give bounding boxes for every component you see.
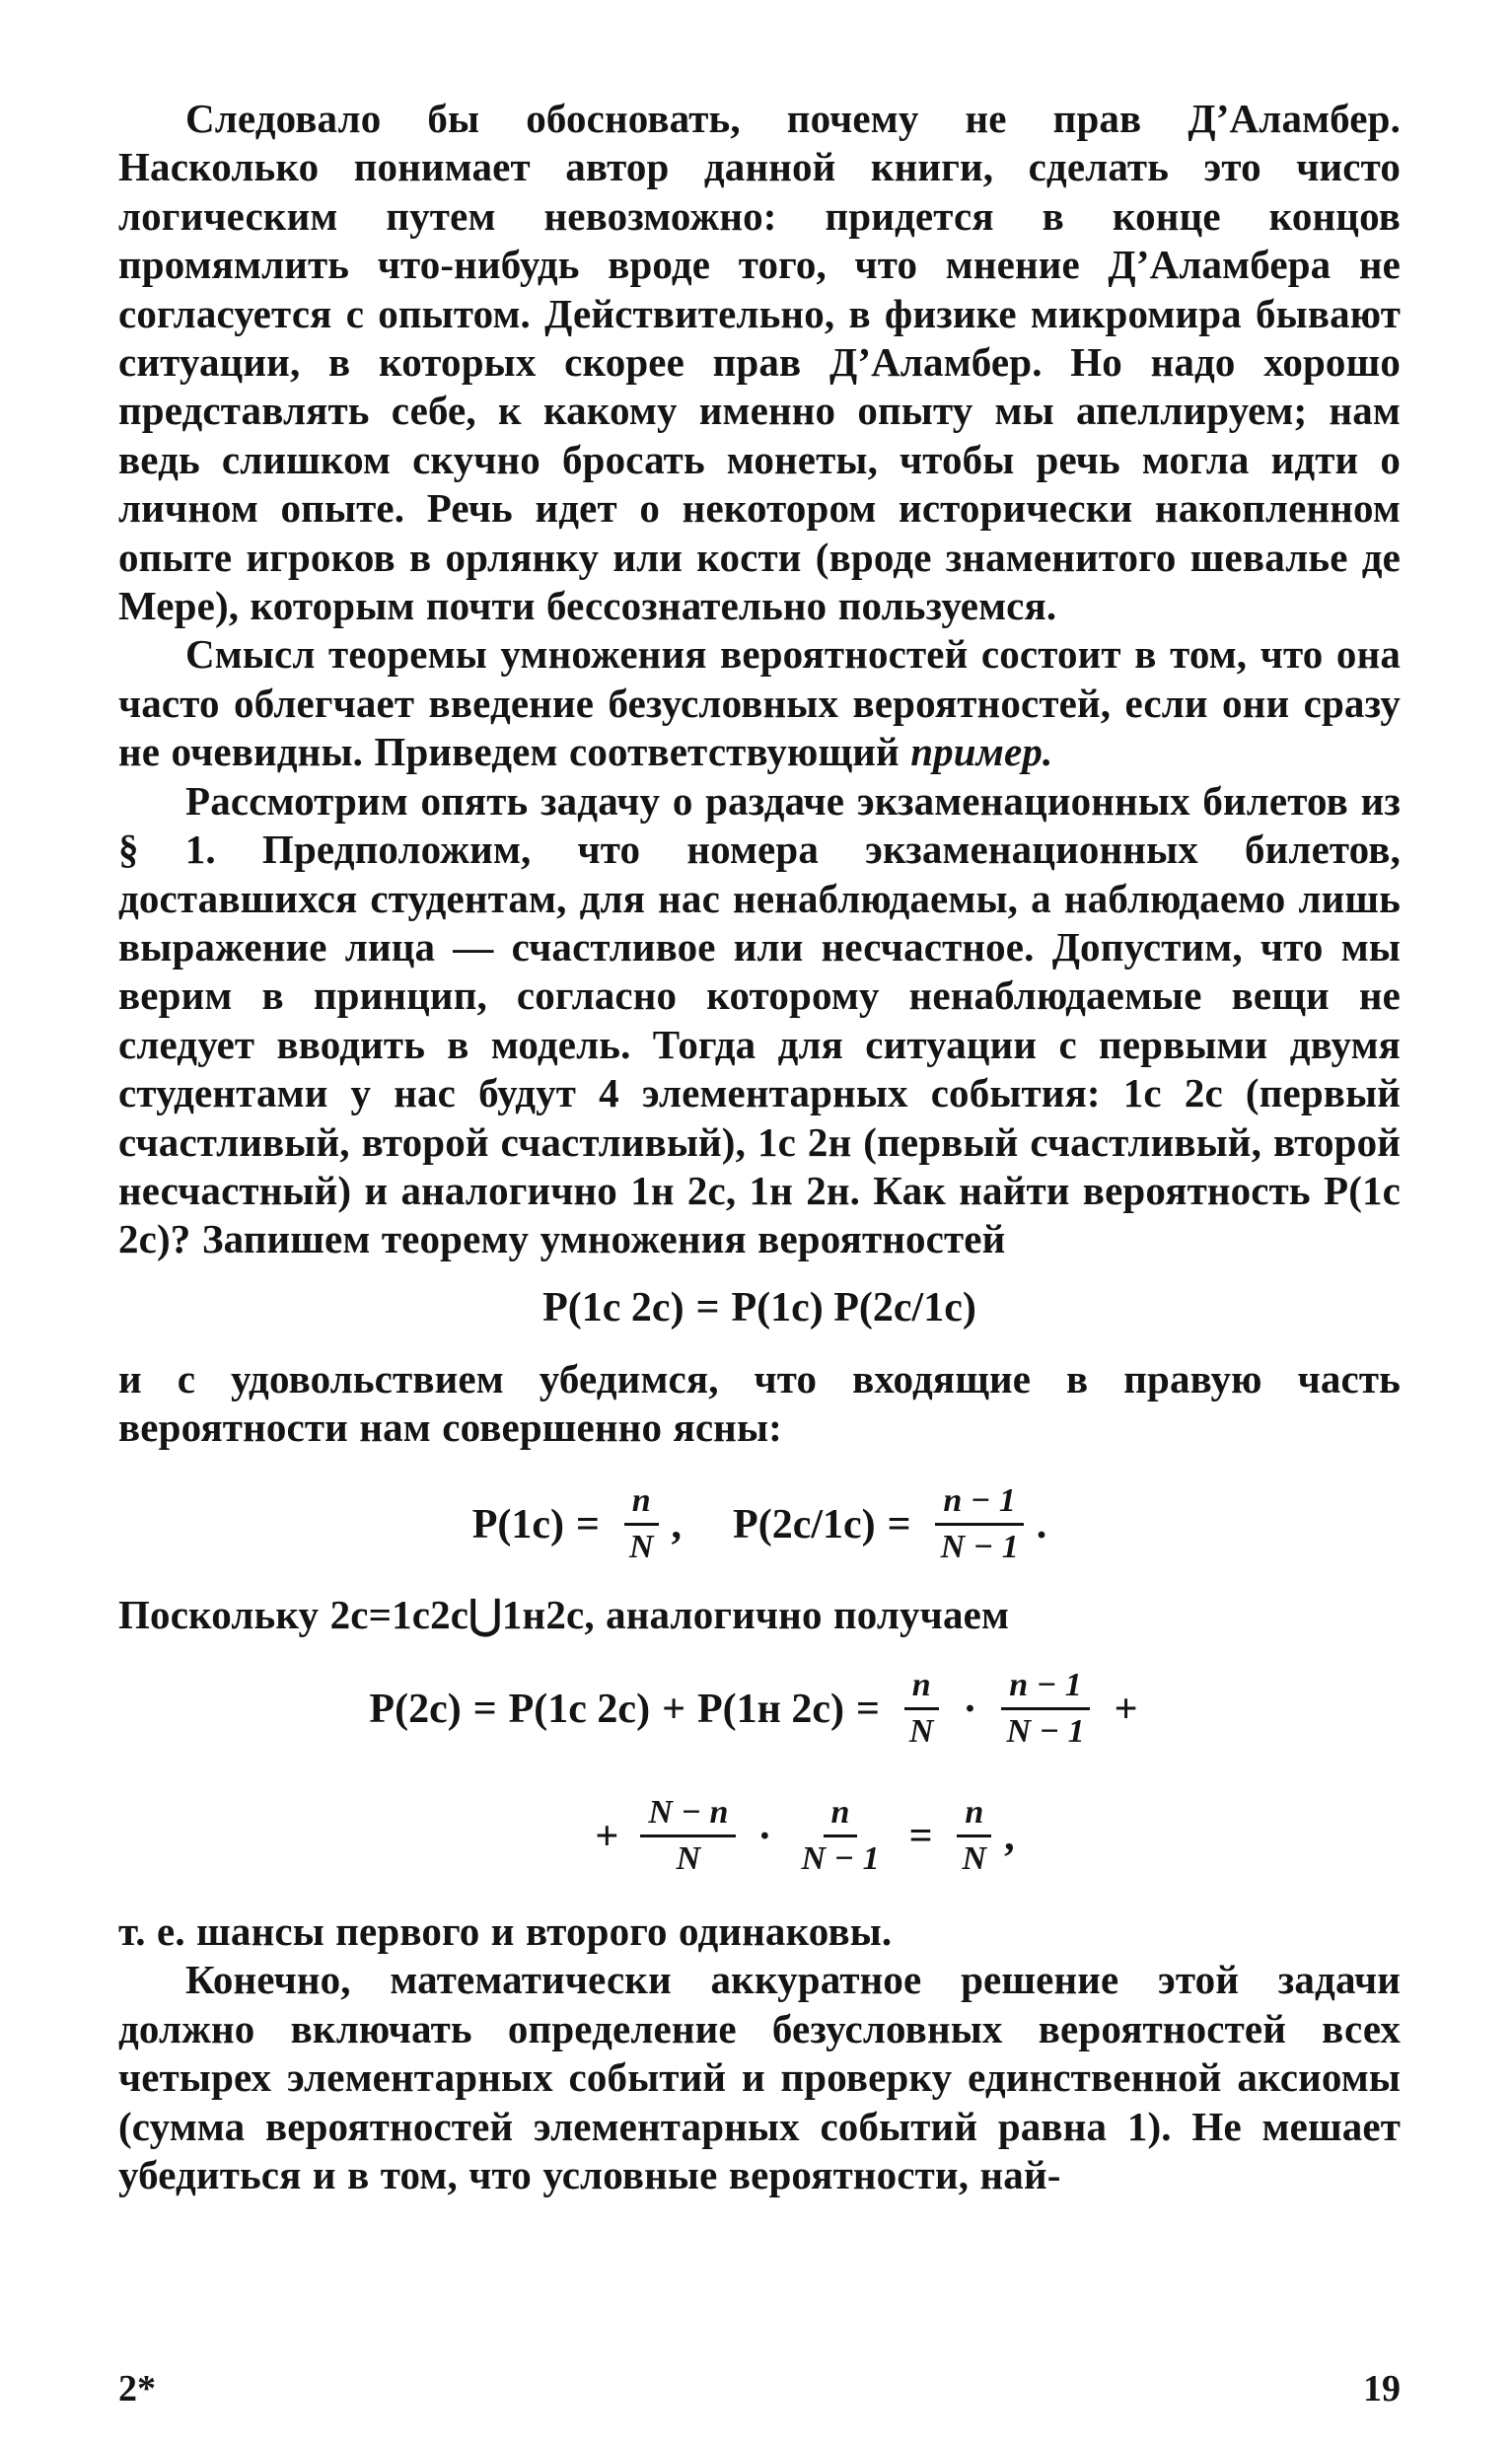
fraction-denominator: N [962,1840,987,1878]
fraction [998,1666,1092,1752]
fraction-numerator: n [824,1793,858,1837]
plus-sign: + [595,1813,619,1859]
fraction-numerator: n [904,1666,939,1710]
equals-sign: = [908,1813,933,1859]
formula-conditional-probabilities [118,1471,1401,1579]
fraction-denominator: N − 1 [1006,1713,1085,1751]
dot-operator: · [757,1813,772,1859]
formula-term: P(1с) [471,1501,565,1547]
paragraph-rigorous-solution: Конечно, математически аккуратное решение этой задачи должно включать определение безусловных вероятностей всех четырех элементарных событий и проверку единственной аксиомы (сумма вероятностей элементарных событий равна 1). Не мешает убедиться и в том, что условные вероятности, най- [118,1957,1401,2197]
comma: , [1004,1813,1015,1859]
plus-sign: + [662,1686,685,1732]
formula-term: P(1с 2с) [542,1284,684,1330]
formula-term: P(1с) P(2с/1с) [731,1284,976,1330]
fraction-denominator: N − 1 [801,1840,880,1878]
paragraph-text: Смысл теоремы умножения вероятностей состоит в том, что она часто облегчает введение безусловных вероятностей, если они сразу не очевидны. Приведем соответствующий [118,631,1401,775]
equals-sign: = [576,1501,600,1547]
fraction [640,1793,736,1879]
fraction [621,1481,662,1567]
fraction-numerator: n [624,1481,659,1526]
paragraph-multiplication-theorem [118,630,1401,776]
fraction [955,1793,995,1879]
signature-mark: 2* [118,2368,156,2409]
paragraph-dalembert: Следовало бы обосновать, почему не прав Д’Аламбер. Насколько понимает автор данной книги, сделать это чисто логическим путем невозможно: придется в конце концов промямлить что-нибудь вроде того, что мнение Д’Аламбера не согласуется с опытом. Действительно, в физике микромира бывают ситуации, в которых скорее прав Д’Аламбер. Но надо хорошо представлять себе, к какому именно опыту мы апеллируем; нам ведь слишком скучно бросать монеты, чтобы речь могла идти о личном опыте. Речь идет о некотором исторически накопленном опыте игроков в орлянку или кости (вроде знаменитого шевалье де Мере), которым почти бессознательно пользуемся. [118,96,1401,629]
fraction-numerator: n [957,1793,991,1837]
equals-sign: = [887,1501,911,1547]
italic-word-example: пример. [910,729,1053,775]
page-footer [118,2367,1401,2410]
formula-multiplication [118,1280,1401,1335]
paragraph-since: Поскольку 2с=1с2с⋃1н2с, аналогично получаем [118,1591,1010,1637]
formula-term: P(2с) [369,1686,462,1732]
dot-operator: · [963,1686,977,1732]
formula-term: P(1н 2с) [697,1686,844,1732]
fraction-denominator: N [676,1840,701,1878]
paragraph-chances-equal: т. е. шансы первого и второго одинаковы. [118,1907,893,1954]
fraction-numerator: N − n [640,1793,736,1837]
fraction-numerator: n − 1 [935,1481,1024,1526]
equals-sign: = [855,1686,880,1732]
paragraph-probabilities-clear: и с удовольствием убедимся, что входящие в правую часть вероятности нам совершенно ясны: [118,1355,1401,1451]
fraction [793,1793,887,1879]
comma: , [671,1501,683,1547]
period: . [1036,1501,1047,1547]
fraction-denominator: N [628,1529,654,1566]
formula-total-probability-line1 [118,1655,1401,1763]
page-body [118,95,1401,2199]
fraction-numerator: n − 1 [1001,1666,1090,1710]
formula-term: P(1с 2с) [508,1686,651,1732]
page-number: 19 [1363,2368,1401,2409]
fraction [901,1666,942,1752]
fraction-denominator: N − 1 [940,1529,1019,1566]
paragraph-exam-tickets: Рассмотрим опять задачу о раздаче экзаменационных билетов из § 1. Предположим, что номера экзаменационных билетов, доставшихся студентам, для нас ненаблюдаемы, а наблюдаемо лишь выражение лица — счастливое или несчастное. Допустим, что мы верим в принцип, согласно которому ненаблюдаемые вещи не следует вводить в модель. Тогда для ситуации с первыми двумя студентами у нас будут 4 элементарных события: 1с 2с (первый счастливый, второй счастливый), 1с 2н (первый счастливый, второй несчастный) и аналогично 1н 2с, 1н 2н. Как найти вероятность P(1с 2с)? Запишем теорему умножения вероятностей [118,777,1401,1262]
formula-total-probability-line2 [118,1777,1401,1896]
equals-sign: = [695,1284,720,1330]
plus-sign: + [1114,1686,1138,1732]
fraction [933,1481,1027,1567]
equals-sign: = [472,1686,497,1732]
fraction-denominator: N [908,1713,934,1751]
formula-term: P(2с/1с) [733,1501,876,1547]
